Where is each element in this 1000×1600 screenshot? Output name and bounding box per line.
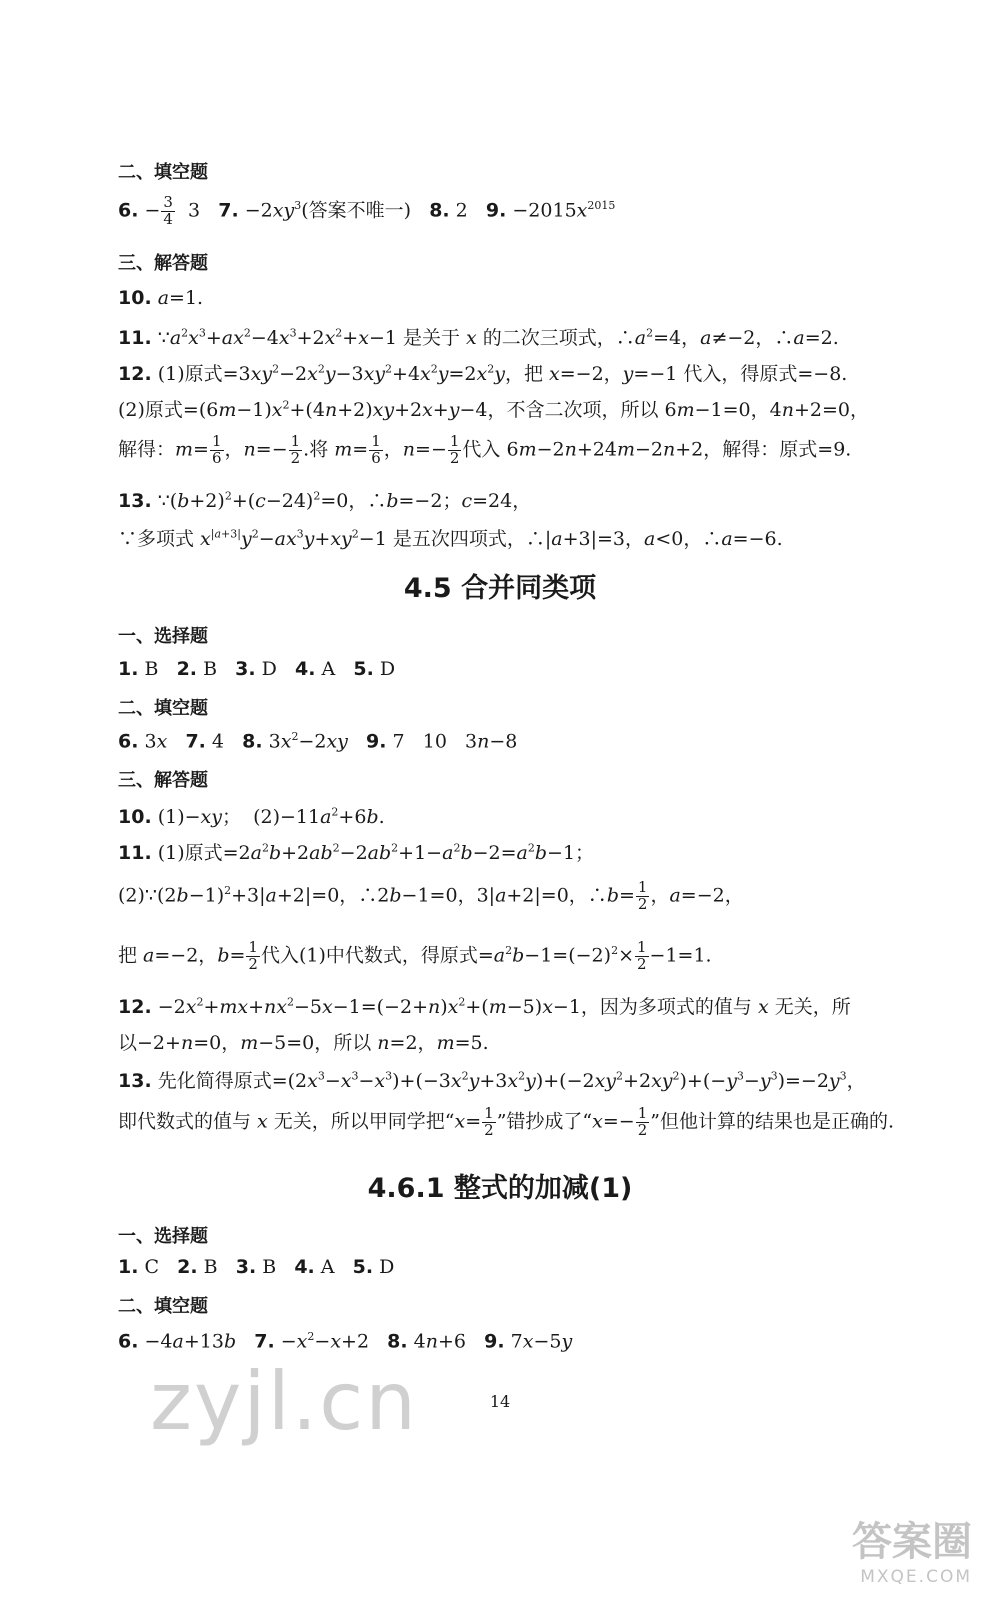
watermark-logo [812, 1510, 972, 1587]
answer-13-2: 即代数式的值与 x 无关，所以甲同学把“x= $\frac{1}{2}$ ”错抄成了“x=− $\frac{1}{2}$ ”但他计算的结果也是正确的. [118, 1104, 895, 1139]
section-header-answer: 三、解答题 [118, 770, 208, 791]
section-header-fill: 二、填空题 [118, 162, 208, 183]
page-number: 14 [489, 1392, 511, 1411]
answer-10: 10. (1)−xy； $(2)-11a^2+6b$. [118, 805, 385, 828]
section-header-fill: 二、填空题 [118, 698, 208, 719]
watermark-text: zyjl.cn [150, 1355, 418, 1448]
choice-answers: 1. C 2. B 3. B 4. A 5. D [118, 1256, 395, 1278]
section-header-answer: 三、解答题 [118, 253, 208, 274]
fill-answers: 6. 3x 7. 4 8. $3x^2-2xy$ 9. 7 10 3n−8 [118, 730, 518, 753]
section-header-choice: 一、选择题 [118, 1226, 208, 1247]
answer-12-1: 12. (1)原式$=3xy^2-2x^2y-3xy^2+4x^2y=2x^2y$，把 x=−2，y=−1 代入，得原式=−8. [118, 362, 848, 385]
answer-13-1: 13. $\because(b+2)^2+(c-24)^2=0$，∴b=−2；c=24， [118, 489, 532, 512]
fill-answers: 6. −4a+13b 7. $-x^2-x+2$ 8. 4n+6 9. 7x−5y [118, 1330, 573, 1353]
answer-11-1: 11. (1)原式$=2a^2b+2ab^2-2ab^2+1-a^2b-2=a^2b-1$； [118, 841, 595, 864]
section-title-4-6-1: 4.6.1 整式的加减(1) [367, 1173, 633, 1204]
answer-11-3: 把 a=−2，b= $\frac{1}{2}$ 代入(1)中代数式，得原式$=a^2b-1=(-2)^2\times$ $\frac{1}{2}$ −1=1. [118, 938, 712, 973]
section-header-choice: 一、选择题 [118, 626, 208, 647]
answer-11-2: $(2)\because(2b-1)^2+3|a+2|=0$，∴2b−1=0，3|a+2|=0，∴b= $\frac{1}{2}$ ，a=−2， [118, 878, 744, 913]
fill-answers: 6. − $\frac{3}{4}$ 3 7. $-2xy^3$(答案不唯一) 8. 2 9. $-2015x^{2015}$ [118, 193, 616, 228]
answer-13-1: 13. 先化简得原式$=(2x^3-x^3-x^3)+(-3x^2y+3x^2y)+(-2xy^2+2xy^2)+(-y^3-y^3)=-2y^3$， [118, 1069, 866, 1092]
answer-10: 10. a=1. [118, 287, 204, 309]
section-header-fill: 二、填空题 [118, 1296, 208, 1317]
watermark-logo-text: 答案圈 [852, 1519, 972, 1565]
answer-11: 11. $\because a^2x^3+ax^2-4x^3+2x^2+x-1$ 是关于 x 的二次三项式，$\therefore a^2=4$，a≠−2，∴a=2. [118, 326, 839, 349]
answer-12-1: 12. $-2x^2+mx+nx^2-5x-1=(-2+n)x^2+(m-5)x-1$，因为多项式的值与 x 无关，所 [118, 995, 851, 1018]
answer-13-2: ∵多项式 $x^{|a+3|}y^2-ax^3y+xy^2-1$ 是五次四项式，∴|a+3|=3，a<0，∴a=−6. [118, 527, 783, 550]
section-title-4-5: 4.5 合并同类项 [403, 573, 597, 604]
watermark-site: MXQE.COM [860, 1567, 972, 1587]
answer-12-3: 解得：m= $\frac{1}{6}$ ，n=− $\frac{1}{2}$ .将 m= $\frac{1}{6}$ ，n=− $\frac{1}{2}$ 代入 6m−2n+24m−2n+2，解得：原式=9. [118, 432, 852, 467]
choice-answers: 1. B 2. B 3. D 4. A 5. D [118, 658, 396, 680]
answer-12-2: (2)原式$=(6m-1)x^2+(4n+2)xy+2x+y-4$，不含二次项，所以 6m−1=0，4n+2=0， [118, 398, 870, 421]
answer-12-2: 以−2+n=0，m−5=0，所以 n=2，m=5. [118, 1032, 489, 1054]
